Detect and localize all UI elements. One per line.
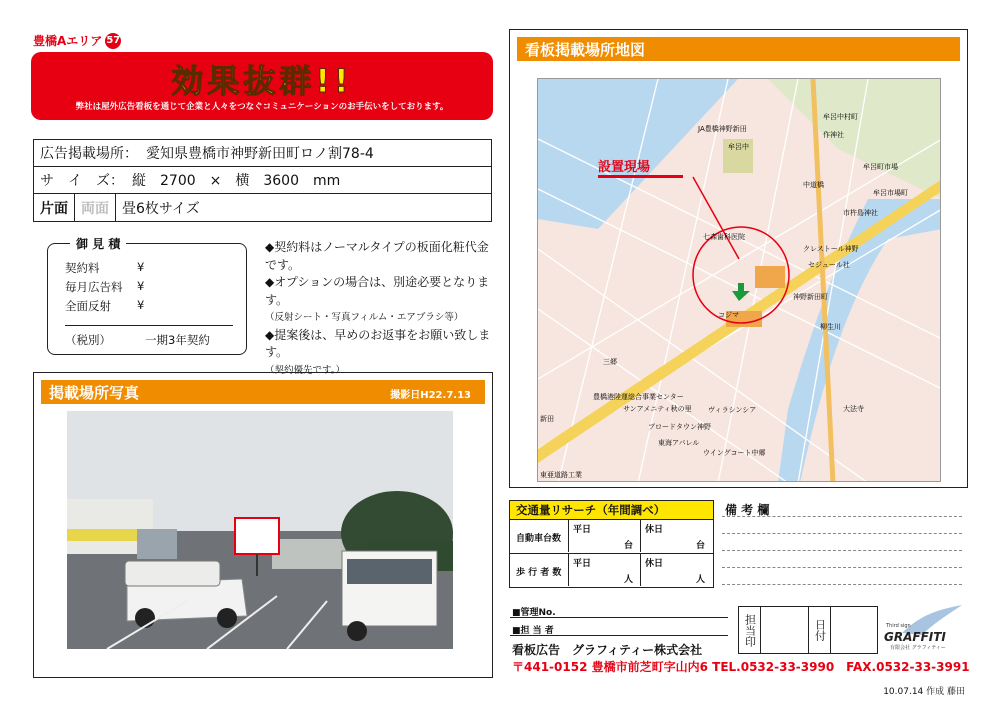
map-label: 柳生川 — [820, 323, 841, 331]
area-label-text: 豊橋Aエリア — [33, 34, 103, 48]
notes — [265, 239, 497, 379]
traffic-weekday-cell — [568, 520, 639, 552]
traffic-row-label: 歩 行 者 数 — [516, 568, 562, 578]
headline-banner — [31, 52, 493, 120]
remarks-line — [722, 533, 962, 534]
side-double: 両面 — [75, 194, 116, 221]
map-label: 牟呂中 — [728, 143, 749, 151]
manager-no-label: ■管理No. — [512, 608, 556, 618]
side-row — [34, 194, 491, 221]
map-label: JA豊橋神野新田 — [698, 125, 747, 133]
map-label: クレストール神野 — [803, 245, 859, 253]
map-label: コジマ — [718, 311, 739, 319]
site-label: 設置現場 — [598, 160, 651, 175]
estimate-terms — [65, 332, 235, 348]
map-heading: 看板掲載場所地図 — [525, 40, 646, 59]
estimate-box — [47, 243, 247, 355]
note-small: （反射シート・写真フィルム・エアブラシ等） — [265, 312, 464, 323]
map-label: 牟呂中村町 — [823, 113, 858, 121]
size-value: 縦 2700 × 横 3600 mm — [132, 173, 341, 189]
area-label — [33, 32, 121, 49]
map-label: 市杵島神社 — [843, 209, 878, 217]
company-address: 〒441-0152 豊橋市前芝町字山内6 TEL.0532-33-3990 FAX.0532-33-3991 — [512, 660, 970, 674]
location-map — [537, 78, 941, 482]
traffic-row — [509, 554, 714, 588]
company-name: 看板広告 グラフィティー株式会社 — [512, 643, 703, 657]
remarks-line — [722, 550, 962, 551]
location-row — [34, 140, 491, 167]
note-item: ◆オプションの場合は、別途必要となります。 — [265, 275, 490, 307]
map-label: 七森歯科医院 — [703, 233, 745, 241]
holiday-label: 休日 — [645, 525, 664, 535]
weekday-label: 平日 — [573, 559, 592, 569]
photo-heading-bar — [41, 380, 485, 404]
logo-small-text: Third sign — [886, 623, 911, 629]
manager-no-line — [510, 617, 728, 618]
map-label: 牟呂町市場 — [863, 163, 898, 171]
map-label: 牟呂市場町 — [873, 189, 908, 197]
site-photo — [67, 411, 453, 649]
map-label: ブロードタウン神野 — [648, 423, 711, 431]
estimate-value: ¥ — [137, 298, 145, 312]
logo-text: GRAFFITI — [884, 630, 946, 644]
map-label: 大法寺 — [843, 405, 864, 413]
estimate-value: ¥ — [137, 279, 145, 293]
person-label: ■担 当 者 — [512, 626, 554, 636]
map-label: ウイングコート中郷 — [703, 449, 766, 457]
estimate-row — [65, 260, 235, 276]
map-label: 豊橋港陸運総合事業センター — [593, 393, 684, 401]
stamp-date-label: 日付 — [809, 607, 831, 653]
map-heading-bar — [517, 37, 960, 61]
map-label: 神野新田町 — [793, 293, 828, 301]
traffic-heading: 交通量リサーチ（年間調べ） — [509, 500, 714, 520]
traffic-holiday-cell — [640, 554, 711, 586]
map-label: サンアメニティ秋の里 — [623, 405, 692, 413]
unit-label: 人 — [695, 575, 705, 585]
stamp-box — [738, 606, 878, 654]
estimate-value: ¥ — [137, 260, 145, 274]
area-number-badge: 57 — [105, 33, 121, 49]
traffic-row — [509, 520, 714, 554]
estimate-divider — [65, 325, 233, 326]
headline-title: 効果抜群!! — [171, 62, 353, 100]
photo-date: 撮影日H22.7.13 — [390, 390, 471, 401]
traffic-holiday-cell — [640, 520, 711, 552]
company-logo — [882, 603, 964, 651]
map-label: セジュール社 — [808, 261, 850, 269]
stamp-person-label: 担当印 — [739, 607, 761, 653]
remarks-title: 備 考 欄 — [725, 503, 770, 517]
holiday-label: 休日 — [645, 559, 664, 569]
tax-note: （税別） — [65, 333, 111, 347]
traffic-weekday-cell — [568, 554, 639, 586]
map-label: 三郷 — [603, 358, 617, 366]
logo-sub-text: 有限会社 グラフィティー — [890, 645, 946, 651]
side-single: 片面 — [34, 194, 75, 221]
remarks-line — [722, 567, 962, 568]
map-label: ヴィラシンシア — [708, 406, 757, 414]
stamp-date-cell — [831, 607, 877, 653]
weekday-label: 平日 — [573, 525, 592, 535]
estimate-row — [65, 298, 235, 314]
remarks-line — [722, 516, 962, 517]
contract-term: 一期3年契約 — [145, 333, 210, 347]
info-table — [33, 139, 492, 222]
note-item: ◆提案後は、早めのお返事をお願い致します。 — [265, 327, 491, 359]
created-note: 10.07.14 作成 藤田 — [883, 687, 965, 697]
estimate-label: 契約料 — [65, 261, 100, 275]
location-value: 愛知県豊橋市神野新田町ロノ割78-4 — [146, 146, 374, 162]
map-label: 東亜道路工業 — [540, 471, 582, 479]
estimate-label: 全面反射 — [65, 299, 111, 313]
note-small: （契約優先です。） — [265, 364, 345, 376]
map-label: 作神社 — [823, 131, 844, 139]
estimate-label: 毎月広告料 — [65, 280, 123, 294]
map-label: 新田 — [540, 415, 554, 423]
stamp-person-cell — [761, 607, 809, 653]
location-label: 広告掲載場所： — [40, 146, 138, 162]
map-label: 中道橋 — [803, 181, 824, 189]
traffic-row-label: 自動車台数 — [516, 534, 562, 544]
person-line — [510, 635, 728, 636]
size-row — [34, 167, 491, 194]
size-label: サ イ ズ： — [40, 173, 124, 189]
photo-heading: 掲載場所写真 — [49, 383, 140, 402]
headline-subtitle: 弊社は屋外広告看板を通じて企業と人々をつなぐコミュニケーションのお手伝いをしております。 — [75, 102, 449, 112]
remarks-line — [722, 584, 962, 585]
board-size: 畳6枚サイズ — [122, 200, 200, 217]
note-item: ◆契約料はノーマルタイプの板面化粧代金です。 — [265, 240, 489, 272]
traffic-research — [509, 500, 714, 585]
unit-label: 台 — [695, 541, 705, 551]
unit-label: 人 — [623, 575, 633, 585]
estimate-title: 御 見 積 — [70, 235, 126, 252]
unit-label: 台 — [623, 541, 633, 551]
estimate-row — [65, 279, 235, 295]
map-label: 東海アパレル — [658, 439, 700, 447]
